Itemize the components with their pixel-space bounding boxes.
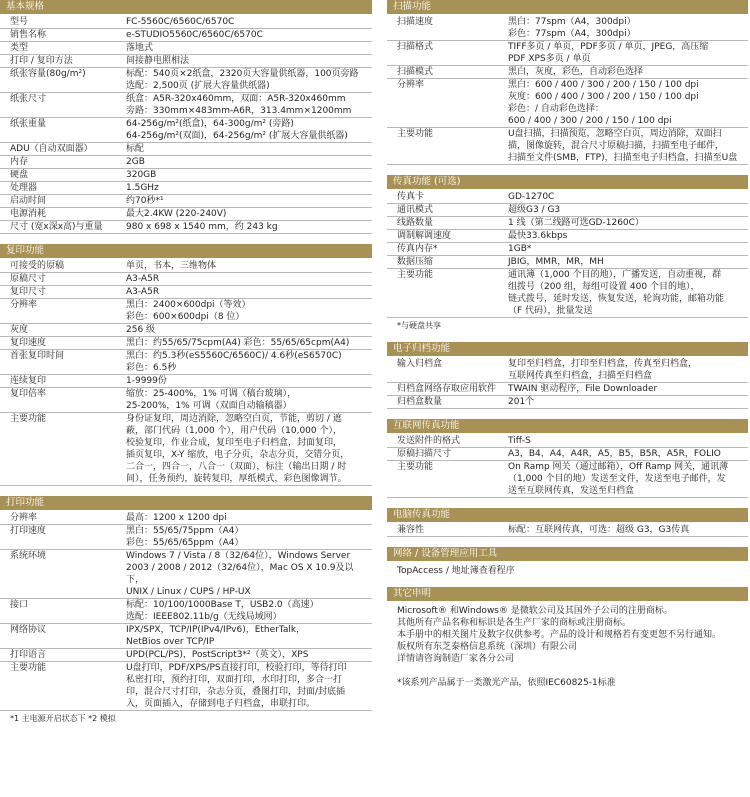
spec-table <box>387 358 748 409</box>
spec-value: 最快33.6kbps <box>508 230 748 243</box>
spec-row <box>0 550 372 599</box>
spec-label: 打印速度 <box>0 525 126 550</box>
spec-label: 主要功能 <box>387 461 508 498</box>
spec-value: UPD(PCL/PS)，PostScript3*²（英文），XPS <box>126 649 372 662</box>
spec-row <box>0 55 372 68</box>
spec-label: 灰度 <box>0 324 126 337</box>
spec-row <box>0 195 372 208</box>
spec-row <box>0 388 372 413</box>
spec-label: 系统环境 <box>0 550 126 599</box>
spec-value: IPX/SPX，TCP/IP(IPv4/IPv6)，EtherTalk， NetBios over TCP/IP <box>126 624 372 649</box>
spec-row <box>0 375 372 388</box>
spec-label: 兼容性 <box>387 524 508 537</box>
spec-label: 处理器 <box>0 182 126 195</box>
spec-section <box>387 508 748 537</box>
spec-section <box>0 244 372 486</box>
spec-value: 标配：互联网传真，可选：超级 G3，G3传真 <box>508 524 748 537</box>
spec-label: 分辨率 <box>387 79 508 128</box>
section-header: 网络 / 设备管理应用工具 <box>387 547 748 561</box>
spec-section <box>387 587 748 689</box>
spec-row <box>0 118 372 143</box>
section-header: 电子归档功能 <box>387 342 748 356</box>
spec-value: 最高：1200 x 1200 dpi <box>126 512 372 525</box>
section-header: 扫描功能 <box>387 0 748 14</box>
spec-value: U盘打印，PDF/XPS/PS直接打印，校验打印，等待打印 私密打印，预约打印，双面打印，水印打印，多合一打 印，混合尺寸打印，杂志分页，叠图打印，封面/封底插 入，页面插入，存储到电子归档盒，串联打印。 <box>126 662 372 711</box>
spec-value: 缩放：25-400%，1% 可调（稿台玻璃）， 25-200%，1% 可调（双面自动输稿器） <box>126 388 372 413</box>
spec-value: 201个 <box>508 396 748 409</box>
spec-value: 身份证复印，周边消除，忽略空白页，节能，剪切 / 遮 蔽，部门代码（1,000 个），用户代码（10,000 个）， 校验复印，作业合成，复印至电子归档盒，封面复印， 插页复印，X-Y 缩放，电子分页，杂志分页，交错分页， 二合一，四合一，八合一（双面），标注（输出日期 / 时 间），任务预约，旋转复印，厚纸模式，彩色图像调节。 <box>126 413 372 486</box>
spec-value: A3，B4，A4，A4R，A5，B5，B5R，A5R，FOLIO <box>508 448 748 461</box>
spec-row <box>0 624 372 649</box>
spec-value: JBIG，MMR，MR，MH <box>508 256 748 269</box>
section-header: 互联网传真功能 <box>387 419 748 433</box>
spec-value: 纸盒：A5R-320x460mm，双面：A5R-320x460mm 旁路：330mm×483mm-A6R，313.4mm×1200mm <box>126 93 372 118</box>
spec-row <box>387 256 748 269</box>
spec-value: 标配：540页×2纸盒，2320页大容量供纸器，100页旁路 选配：2,500页 (扩展大容量供纸器) <box>126 68 372 93</box>
spec-section <box>0 0 372 234</box>
spec-label: 分辨率 <box>0 299 126 324</box>
spec-label: 分辨率 <box>0 512 126 525</box>
spec-label: 发送附件的格式 <box>387 435 508 448</box>
spec-label: 复印尺寸 <box>0 286 126 299</box>
spec-row <box>0 512 372 525</box>
spec-row <box>387 128 748 165</box>
spec-table <box>387 435 748 498</box>
section-header: 传真功能 (可选) <box>387 175 748 189</box>
spec-label: 复印速度 <box>0 337 126 350</box>
spec-value: 黑白：2400×600dpi（等效） 彩色：600×600dpi（8 位） <box>126 299 372 324</box>
spec-row <box>387 396 748 409</box>
spec-label: 硬盘 <box>0 169 126 182</box>
spec-row <box>0 169 372 182</box>
spec-label: 纸张容量(80g/m²) <box>0 68 126 93</box>
spec-label: 纸张重量 <box>0 118 126 143</box>
spec-row <box>0 273 372 286</box>
spec-value: 320GB <box>126 169 372 182</box>
spec-label: 网络协议 <box>0 624 126 649</box>
spec-row <box>0 182 372 195</box>
spec-label: ADU（自动双面器） <box>0 143 126 156</box>
spec-value: Windows 7 / Vista / 8（32/64位），Windows Server 2003 / 2008 / 2012（32/64位），Mac OS X 10.9及以下， UNIX / Linux / CUPS / HP-UX <box>126 550 372 599</box>
spec-label: 线路数量 <box>387 217 508 230</box>
spec-label: 尺寸 (宽x深x高)与重量 <box>0 221 126 234</box>
section-header: 基本规格 <box>0 0 372 14</box>
spec-label: 主要功能 <box>0 413 126 486</box>
spec-value: 超级G3 / G3 <box>508 204 748 217</box>
spec-row <box>0 662 372 711</box>
spec-value: 间接静电照相法 <box>126 55 372 68</box>
spec-row <box>0 42 372 55</box>
spec-row <box>387 435 748 448</box>
spec-label: 调制解调速度 <box>387 230 508 243</box>
spec-label: 扫描格式 <box>387 41 508 66</box>
spec-label: 可接受的原稿 <box>0 260 126 273</box>
spec-label: 原稿尺寸 <box>0 273 126 286</box>
spec-section <box>387 175 748 332</box>
spec-row <box>0 299 372 324</box>
spec-value: 64-256g/m²(纸盒)，64-300g/m² (旁路) 64-256g/m²(双面)，64-256g/m² (扩展大容量供纸器) <box>126 118 372 143</box>
spec-table <box>0 16 372 234</box>
spec-value: TIFF多页 / 单页，PDF多页 / 单页，JPEG，高压缩 PDF XPS多页 / 单页 <box>508 41 748 66</box>
spec-value: 落地式 <box>126 42 372 55</box>
spec-row <box>0 324 372 337</box>
section-text: TopAccess / 地址簿查看程序 <box>397 566 515 576</box>
spec-value: 2GB <box>126 156 372 169</box>
spec-value: A3-A5R <box>126 273 372 286</box>
spec-row <box>387 79 748 128</box>
section-header: 其它申明 <box>387 587 748 601</box>
spec-row <box>0 260 372 273</box>
spec-row <box>0 221 372 234</box>
spec-table <box>0 512 372 711</box>
spec-section <box>387 547 748 577</box>
spec-label: 打印 / 复印方法 <box>0 55 126 68</box>
spec-table <box>387 524 748 537</box>
spec-row <box>0 208 372 221</box>
spec-section <box>387 0 748 165</box>
spec-value: 黑白：600 / 400 / 300 / 200 / 150 / 100 dpi 灰度：600 / 400 / 300 / 200 / 150 / 100 dpi 彩色：/ 自动彩色选择： 600 / 400 / 300 / 200 / 150 / 100 dpi <box>508 79 748 128</box>
spec-row <box>387 230 748 243</box>
spec-value: 黑白：约55/65/75cpm(A4) 彩色：55/65/65cpm(A4) <box>126 337 372 350</box>
spec-value: 复印至归档盒，打印至归档盒，传真至归档盒， 互联网传真至归档盒，扫描至归档盒 <box>508 358 748 383</box>
spec-label: 传真内存* <box>387 243 508 256</box>
spec-row <box>0 29 372 42</box>
spec-value: 980 x 698 x 1540 mm，约 243 kg <box>126 221 372 234</box>
spec-label: 首张复印时间 <box>0 350 126 375</box>
spec-label: 归档盒数量 <box>387 396 508 409</box>
spec-row <box>0 286 372 299</box>
spec-value: A3-A5R <box>126 286 372 299</box>
spec-value: FC-5560C/6560C/6570C <box>126 16 372 29</box>
spec-value: 黑白，灰度，彩色，自动彩色选择 <box>508 66 748 79</box>
section-text: Microsoft® 和Windows® 是微软公司及其国外子公司的注册商标。 其他所有产品名称和标识是各生产厂家的商标或注册商标。 本手册中的相关图片及数字仅供参考。产品的设计和规格若有变更恕不另行通知。 版权所有东芝泰格信息系统（深圳）有限公司 详情请咨询制造厂家各分公司 *该系列产品属于一类激光产品，依照IEC60825-1标准 <box>397 606 722 688</box>
section-header: 复印功能 <box>0 244 372 258</box>
spec-row <box>0 350 372 375</box>
spec-row <box>387 243 748 256</box>
spec-value: 黑白：77spm（A4，300dpi） 彩色：77spm（A4，300dpi） <box>508 16 748 41</box>
spec-row <box>387 41 748 66</box>
spec-value: 最大2.4KW (220-240V) <box>126 208 372 221</box>
left-column <box>0 0 372 735</box>
spec-row <box>0 16 372 29</box>
spec-value: 单页，书本，三维物体 <box>126 260 372 273</box>
spec-row <box>0 68 372 93</box>
spec-label: 主要功能 <box>0 662 126 711</box>
spec-label: 接口 <box>0 599 126 624</box>
spec-label: 归档盒网络存取应用软件 <box>387 383 508 396</box>
spec-value: 约70秒*¹ <box>126 195 372 208</box>
spec-row <box>0 337 372 350</box>
section-header: 打印功能 <box>0 496 372 510</box>
spec-value: 标配 <box>126 143 372 156</box>
spec-row <box>0 649 372 662</box>
spec-row <box>387 269 748 318</box>
spec-row <box>387 524 748 537</box>
spec-table <box>0 260 372 486</box>
spec-row <box>387 191 748 204</box>
spec-value: 标配：10/100/1000Base T，USB2.0（高速） 选配：IEEE802.11b/g（无线局域网） <box>126 599 372 624</box>
spec-row <box>387 358 748 383</box>
spec-value: e-STUDIO5560C/6560C/6570C <box>126 29 372 42</box>
spec-value: On Ramp 网关（通过邮箱），Off Ramp 网关，通讯薄 （1,000 个目的地）发送至文件，发送至电子邮件，发 送至互联网传真，发送至归档盒 <box>508 461 748 498</box>
spec-label: 打印语言 <box>0 649 126 662</box>
spec-row <box>387 66 748 79</box>
spec-label: 数据压缩 <box>387 256 508 269</box>
spec-label: 扫描速度 <box>387 16 508 41</box>
spec-label: 复印倍率 <box>0 388 126 413</box>
spec-label: 传真卡 <box>387 191 508 204</box>
spec-value: 1GB* <box>508 243 748 256</box>
spec-label: 销售名称 <box>0 29 126 42</box>
spec-row <box>0 156 372 169</box>
spec-value: GD-1270C <box>508 191 748 204</box>
section-header: 电脑传真功能 <box>387 508 748 522</box>
spec-label: 类型 <box>0 42 126 55</box>
right-column <box>387 0 748 699</box>
spec-value: 1 线（第二线路可选GD-1260C） <box>508 217 748 230</box>
spec-row <box>0 413 372 486</box>
spec-row <box>0 93 372 118</box>
spec-value: Tiff-S <box>508 435 748 448</box>
spec-table <box>387 16 748 165</box>
spec-value: TWAIN 驱动程序，File Downloader <box>508 383 748 396</box>
spec-value: 1-9999份 <box>126 375 372 388</box>
spec-value: 通讯簿（1,000 个目的地），广播发送，自动重视，群 组拨号（200 组，每组可设置 400 个目的地）， 链式拨号，延时发送，恢复发送，轮询功能，邮箱功能 （F 代码），批量发送 <box>508 269 748 318</box>
spec-table <box>387 191 748 318</box>
spec-row <box>0 599 372 624</box>
footnote: *与硬盘共享 <box>397 321 441 330</box>
spec-value: 1.5GHz <box>126 182 372 195</box>
spec-row <box>387 16 748 41</box>
spec-label: 连续复印 <box>0 375 126 388</box>
spec-value: 黑白：55/65/75ppm（A4） 彩色：55/65/65ppm（A4） <box>126 525 372 550</box>
spec-section <box>0 496 372 725</box>
spec-value: 256 级 <box>126 324 372 337</box>
spec-label: 启动时间 <box>0 195 126 208</box>
spec-label: 扫描模式 <box>387 66 508 79</box>
spec-row <box>387 383 748 396</box>
footnote: *1 主电源开启状态下 *2 模拟 <box>10 714 116 723</box>
spec-section <box>387 342 748 409</box>
spec-label: 通讯模式 <box>387 204 508 217</box>
spec-label: 主要功能 <box>387 269 508 318</box>
spec-value: 黑白：约5.3秒(eS5560C/6560C)/ 4.6秒(eS6570C) 彩色：6.5秒 <box>126 350 372 375</box>
spec-label: 输入归档盒 <box>387 358 508 383</box>
spec-section <box>387 419 748 498</box>
spec-row <box>387 217 748 230</box>
spec-row <box>387 461 748 498</box>
spec-label: 型号 <box>0 16 126 29</box>
spec-label: 原稿扫描尺寸 <box>387 448 508 461</box>
spec-label: 内存 <box>0 156 126 169</box>
spec-row <box>0 525 372 550</box>
spec-value: U盘扫描，扫描预览，忽略空白页，周边消除，双面扫 描，图像旋转，混合尺寸原稿扫描，扫描至电子邮件， 扫描至文件(SMB，FTP)，扫描至电子归档盒，扫描至U盘 <box>508 128 748 165</box>
spec-label: 主要功能 <box>387 128 508 165</box>
spec-row <box>387 204 748 217</box>
spec-label: 纸张尺寸 <box>0 93 126 118</box>
spec-row <box>0 143 372 156</box>
spec-row <box>387 448 748 461</box>
spec-label: 电源消耗 <box>0 208 126 221</box>
